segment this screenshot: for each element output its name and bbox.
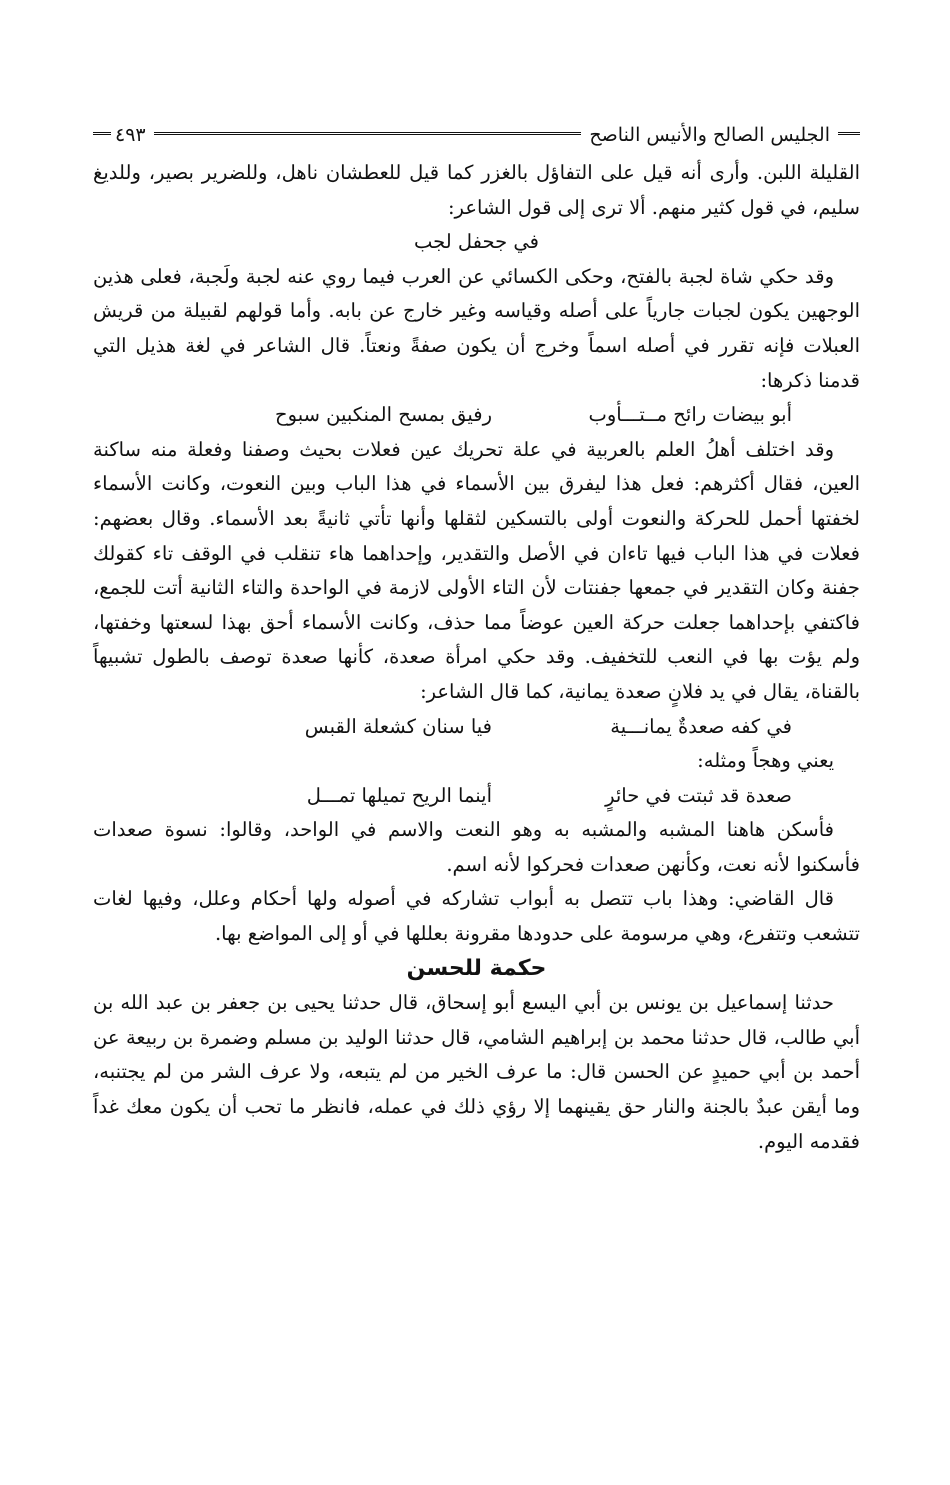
paragraph-3: وقد اختلف أهلُ العلم بالعربية في علة تحريك عين فعلات بحيث وصفنا وفعلة منه ساكنة العين، فقال أكثرهم: فعل هذا ليفرق بين الأسماء في هذا الباب وبين النعوت، وكانت الأسماء لخفتها أحمل للحركة والنعوت أولى بالتسكين لثقلها وأنها تأتي ثانيةً بعد الأسماء. وقال بعضهم: فعلات في هذا الباب فيها تاءان في الأصل والتقدير، وإحداهما هاء تنقلب في الوقف تاء كقولك جفنة وكان التقدير في جمعها جفنتات لأن التاء الأولى لازمة في الواحدة والتاء الثانية أتت للجمع، فاكتفي بإحداهما جعلت حركة العين عوضاً مما حذف، وكانت الأسماء أحق بهذا لسعتها وخفتها، ولم يؤت بها في النعب للتخفيف. وقد حكي امرأة صعدة، كأنها صعدة توصف بالطول تشبيهاً بالقناة، يقال في يد فلانٍ صعدة يمانية، كما قال الشاعر: <box>93 437 860 703</box>
header-rule-middle <box>154 132 582 138</box>
paragraph-5: فأسكن هاهنا المشبه والمشبه به وهو النعت والاسم في الواحد، وقالوا: نسوة صعدات فأسكنوا لأنه نعت، وكأنهن صعدات فحركوا لأنه اسم. <box>93 818 860 876</box>
verse-3-first-hemistich: صعدة قد ثبتت في حائرٍ <box>605 783 792 807</box>
header-rule-start <box>838 132 860 138</box>
book-title: الجليس الصالح والأنيس الناصح <box>589 124 830 146</box>
book-page <box>93 118 860 1159</box>
verse-2-second-hemistich: فيا سنان كشعلة القبس <box>304 714 492 738</box>
verse-2-first-hemistich: في كفه صعدةٌ يمانـــية <box>610 714 792 738</box>
quote-line: في جحفل لجب <box>414 230 539 254</box>
verse-1-first-hemistich: أبو بيضات رائح مــتـــأوب <box>588 403 792 427</box>
paragraph-1: القليلة اللبن. وأرى أنه قيل على التفاؤل بالغزر كما قيل للعطشان ناهل، وللضرير بصير، وللديغ سليم، في قول كثير منهم. ألا ترى إلى قول الشاعر: <box>93 161 860 219</box>
running-header <box>93 118 860 152</box>
verse-3-second-hemistich: أينما الريح تميلها تمـــل <box>306 783 492 807</box>
section-title: حكمة للحسن <box>406 955 547 981</box>
verse-1 <box>192 398 860 433</box>
verse-1-second-hemistich: رفيق بمسح المنكبين سبوح <box>275 403 492 427</box>
verse-3 <box>192 779 860 814</box>
paragraph-4: يعني وهجاً ومثله: <box>697 749 834 773</box>
verse-2 <box>192 710 860 745</box>
paragraph-6: قال القاضي: وهذا باب تتصل به أبواب تشاركه في أصوله ولها أحكام وعلل، وفيها لغات تتشعب وتتفرع، وهي مرسومة على حدودها مقرونة بعللها في أو إلى المواضع بها. <box>93 887 860 946</box>
paragraph-7: حدثنا إسماعيل بن يونس بن أبي اليسع أبو إسحاق، قال حدثنا يحيى بن جعفر بن عبد الله بن أبي طالب، قال حدثنا محمد بن إبراهيم الشامي، قال حدثنا الوليد بن مسلم وضمرة بن ربيعة عن أحمد بن أبي حميدٍ عن الحسن قال: ما عرف الخير من لم يتبعه، ولا عرف الشر من لم يجتنبه، وما أيقن عبدٌ بالجنة والنار حق يقينهما إلا رؤي ذلك في عمله، فانظر ما تحب أن يكون معك غداً فقدمه اليوم. <box>93 991 860 1153</box>
header-rule-end <box>93 132 111 138</box>
page-number: ٤٩٣ <box>115 124 146 146</box>
paragraph-2: وقد حكي شاة لجبة بالفتح، وحكى الكسائي عن العرب فيما روي عنه لجبة ولَجبة، فعلى هذين الوجهين يكون لجبات جارياً على أصله وقياسه وغير خارج عن بابه. وأما قولهم لقبيلة من قريش العبلات فإنه تقرر في أصله اسماً وخرج أن يكون صفةً ونعتاً. قال الشاعر في لغة هذيل التي قدمنا ذكرها: <box>93 264 860 392</box>
